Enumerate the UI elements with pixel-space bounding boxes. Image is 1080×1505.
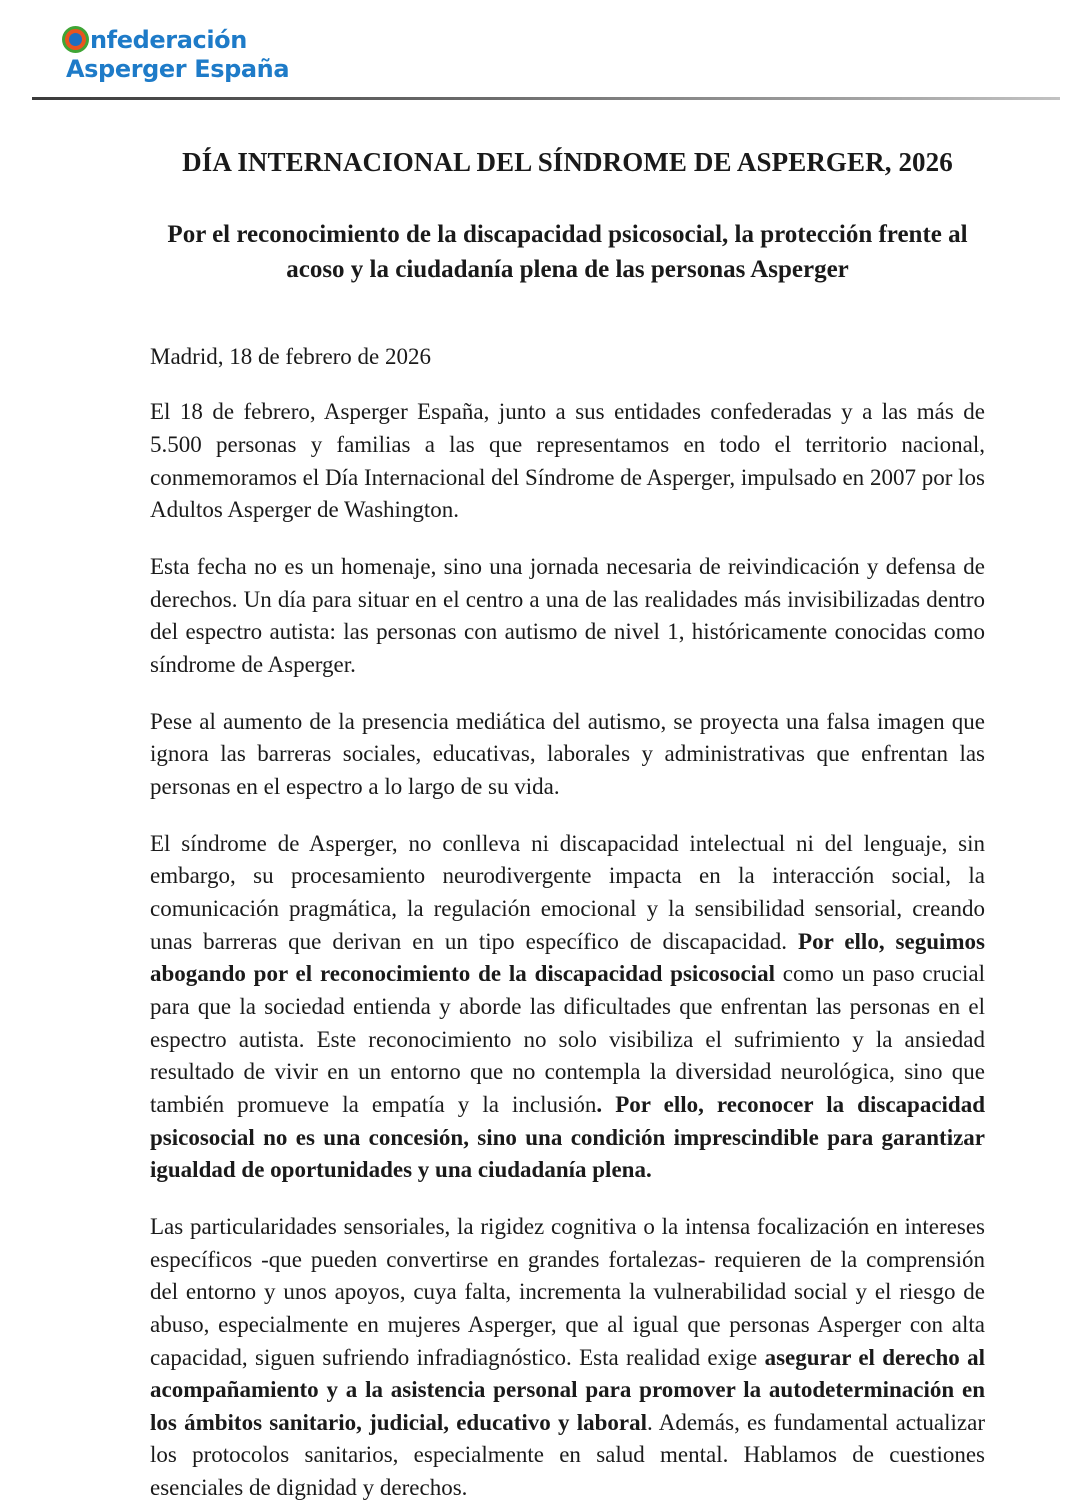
text-run: El 18 de febrero, Asperger España, junto a sus entidades confederadas y a las más de 5.500 personas y familias a las que representamos en todo el territorio nacional, conmemoramos el Día Internacional del Síndrome de Asperger, impulsado en 2007 por los Adultos Asperger de Washington. [150, 399, 985, 523]
document-body [150, 0, 985, 1505]
paragraph-p1 [150, 372, 985, 527]
logo-wordmark-line1: nfederación [90, 25, 247, 54]
text-run-bold: asegurar el derecho al acompañamiento y a la asistencia personal para promover la autodeterminación en los ámbitos sanitario, judicial, educativo y laboral [150, 1344, 985, 1435]
text-run-bold: . Por ello, reconocer la discapacidad psicosocial no es una concesión, sino una condición imprescindible para garantizar igualdad de oportunidades y una ciudadanía plena. [150, 1091, 985, 1183]
text-run: El síndrome de Asperger, no conlleva ni discapacidad intelectual ni del lenguaje, sin embargo, su procesamiento neurodivergente impacta en la interacción social, la comunicación pragmática, la regulación emocional y la sensibilidad sensorial, creando unas barreras que derivan en un tipo específico de discapacidad. [150, 830, 985, 954]
text-run-bold: Por ello, seguimos abogando por el reconocimiento de la discapacidad psicosocial [150, 928, 985, 987]
paragraph-container [150, 372, 985, 1504]
paragraph-p2 [150, 527, 985, 682]
page-title: DÍA INTERNACIONAL DEL SÍNDROME DE ASPERGER, 2026 [182, 147, 953, 177]
text-run: Pese al aumento de la presencia mediática del autismo, se proyecta una falsa imagen que ignora las barreras sociales, educativas, laborales y administrativas que enfrentan las personas en el espectro a lo largo de su vida. [150, 708, 985, 799]
page-subtitle: Por el reconocimiento de la discapacidad psicosocial, la protección frente al acoso y la ciudadanía plena de las personas Asperger [167, 221, 968, 283]
logo-wordmark-line2: Asperger España [66, 55, 290, 83]
text-run: . Además, es fundamental actualizar los protocolos sanitarios, especialmente en salud mental. Hablamos de cuestiones esenciales de dignidad y derechos. [150, 1409, 985, 1501]
dateline: Madrid, 18 de febrero de 2026 [150, 344, 432, 370]
paragraph-p5 [150, 1187, 985, 1505]
text-run: Las particularidades sensoriales, la rigidez cognitiva o la intensa focalización en intereses específicos -que pueden convertirse en grandes fortalezas- requieren de la comprensión del entorno y unos apoyos, cuya falta, incrementa la vulnerabilidad social y el riesgo de abuso, especialmente en mujeres Asperger, que al igual que personas Asperger con alta capacidad, siguen sufriendo infradiagnóstico. Esta realidad exige [150, 1213, 985, 1370]
text-run: como un paso crucial para que la sociedad entienda y aborde las dificultades que enfrentan las personas en el espectro autista. Este reconocimiento no solo visibiliza el sufrimiento y la ansiedad resultado de vivir en un entorno que no contempla la diversidad neurológica, sino que también promueve la empatía y la inclusión [150, 961, 985, 1117]
text-run: Esta fecha no es un homenaje, sino una jornada necesaria de reivindicación y defensa de derechos. Un día para situar en el centro a una de las realidades más invisibilizadas dentro del espectro autista: las personas con autismo de nivel 1, históricamente conocidas como síndrome de Asperger. [150, 554, 985, 678]
confederacion-circle-mark-icon [62, 26, 89, 53]
paragraph-p4 [150, 804, 985, 1187]
paragraph-p3 [150, 682, 985, 804]
